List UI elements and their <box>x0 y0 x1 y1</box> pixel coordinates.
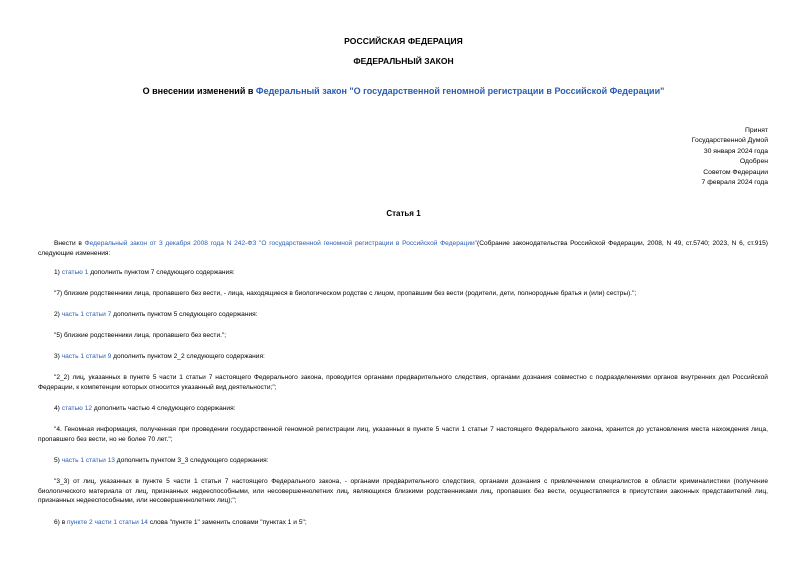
law-type-heading: ФЕДЕРАЛЬНЫЙ ЗАКОН <box>353 56 454 66</box>
text: дополнить пунктом 7 следующего содержания: <box>88 269 235 276</box>
acceptance-line: 7 февраля 2024 года <box>701 179 768 187</box>
acceptance-block <box>692 126 768 188</box>
text: "3_3) от лиц, указанных в пункте 5 части 1 статьи 7 настоящего Федерального закона, - органами предварительного следствия, органами дознания с привлечением специалистов в области криминалистики (получение биологического материала от лиц, признанных недееспособными, или несовершеннолетних лиц, являющихся близкими родственниками лиц, пропавших без вести, осуществляется в присутствии законных представителей лиц, признанных недееспособными, или несовершеннолетних лиц);"; <box>38 478 768 505</box>
text: "5) близкие родственники лица, пропавшего без вести."; <box>54 332 227 339</box>
paragraph-item-2 <box>38 310 768 320</box>
paragraph-quote-7 <box>38 289 768 299</box>
law-title <box>0 86 807 96</box>
paragraph-item-1 <box>38 268 768 278</box>
paragraph-quote-3-3 <box>38 477 768 506</box>
paragraph-item-3 <box>38 352 768 362</box>
paragraph-quote-4 <box>38 425 768 444</box>
article-link[interactable]: статью 12 <box>61 405 93 412</box>
text: дополнить пунктом 5 следующего содержания: <box>111 311 258 318</box>
article-link[interactable]: часть 1 статьи 13 <box>61 457 115 464</box>
text: дополнить частью 4 следующего содержания: <box>92 405 236 412</box>
paragraph-quote-2-2 <box>38 373 768 392</box>
paragraph-item-6 <box>38 518 768 528</box>
paragraph-quote-5 <box>38 331 768 341</box>
article-link[interactable]: части 1 статьи 14 <box>94 519 148 526</box>
text: "7) близкие родственники лица, пропавшего без вести, - лица, находящиеся в биологическом родстве с лицом, пропавшим без вести (родители, дети, полнородные братья и (или) сестры)."; <box>54 290 637 297</box>
text: 4) <box>54 405 62 412</box>
acceptance-line: Принят <box>744 127 768 134</box>
text: дополнить пунктом 3_3 следующего содержания: <box>114 457 269 464</box>
text: Внести в <box>54 240 85 247</box>
article-heading: Статья 1 <box>386 209 421 218</box>
text: "4. Геномная информация, полученная при проведении государственной геномной регистрации лиц, указанных в пункте 5 части 1 статьи 7 настоящего Федерального закона, хранится до установления места нахождения лица, пропавшего без вести, но не более 70 лет."; <box>38 426 768 443</box>
paragraph-intro <box>38 239 768 258</box>
text: дополнить пунктом 2_2 следующего содержания: <box>111 353 265 360</box>
acceptance-line: Одобрен <box>739 158 768 166</box>
text: 2) <box>54 311 62 318</box>
law-title-prefix: О внесении изменений в <box>142 86 256 96</box>
clause-link[interactable]: пункте 2 <box>67 519 93 526</box>
text: 3) <box>54 353 62 360</box>
acceptance-line: Советом Федерации <box>703 168 768 176</box>
text: 1) <box>54 269 62 276</box>
acceptance-line: 30 января 2024 года <box>703 147 768 155</box>
law-link[interactable]: Федеральный закон от 3 декабря 2008 года N 242-ФЗ "О государственной геномной регистрации в Российской Федерации" <box>84 240 478 247</box>
text: "2_2) лиц, указанных в пункте 5 части 1 статьи 7 настоящего Федерального закона, проводится органами предварительного следствия, органами дознания совместно с подразделениями органов внутренних дел Российской Федерации, к компетенции которых относится указанный вид деятельности;"; <box>38 374 768 391</box>
text: слова "пункте 1" заменить словами "пунктах 1 и 5"; <box>147 519 307 526</box>
article-link[interactable]: часть 1 статьи 7 <box>61 311 112 318</box>
paragraph-item-4 <box>38 404 768 414</box>
article-link[interactable]: часть 1 статьи 9 <box>61 353 112 360</box>
text: 6) в <box>54 519 68 526</box>
article-link[interactable]: статью 1 <box>61 269 89 276</box>
paragraph-item-5 <box>38 456 768 466</box>
text: (Собрание законодательства Российской Федерации, 2008, N 49, ст.5740; 2023, N 6, ст.915) следующие изменения: <box>38 240 768 257</box>
law-title-link[interactable]: Федеральный закон "О государственной геномной регистрации в Российской Федерации" <box>255 86 665 96</box>
text: 5) <box>54 457 62 464</box>
federation-heading: РОССИЙСКАЯ ФЕДЕРАЦИЯ <box>344 36 463 46</box>
acceptance-line: Государственной Думой <box>691 137 768 145</box>
